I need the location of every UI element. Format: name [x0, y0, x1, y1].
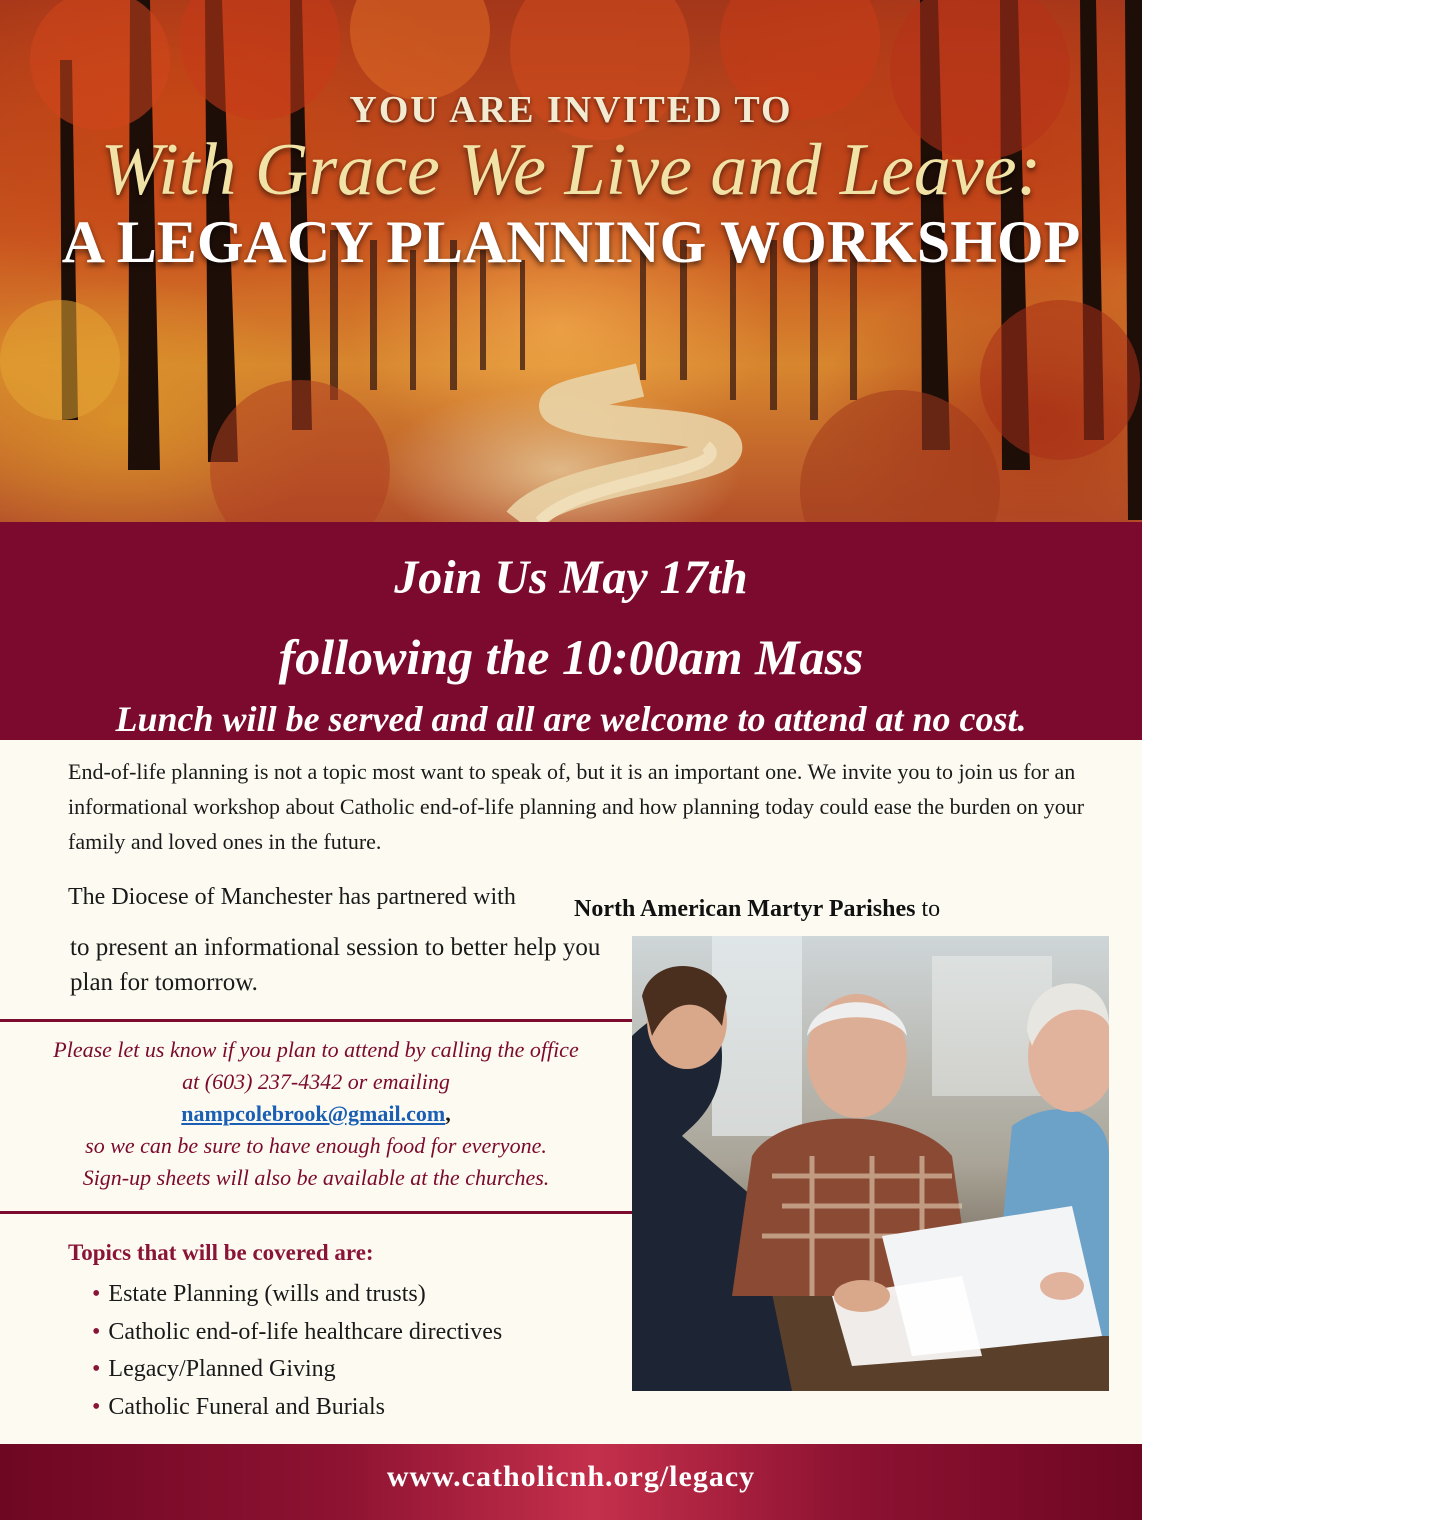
- rsvp-email-link[interactable]: nampcolebrook@gmail.com: [181, 1101, 446, 1126]
- topic-label: Legacy/Planned Giving: [108, 1356, 336, 1382]
- partner-text-end: to present an informational session to better help you plan for tomorrow.: [70, 934, 601, 996]
- topic-item: [92, 1389, 502, 1427]
- parishes-name: North American Martyr Parishes: [574, 896, 916, 922]
- topic-item: [92, 1314, 502, 1352]
- website-link[interactable]: www.catholicnh.org/legacy: [386, 1460, 756, 1493]
- invited-heading: YOU ARE INVITED TO: [349, 89, 793, 131]
- bullet-icon: •: [92, 1281, 101, 1307]
- topics-heading: Topics that will be covered are:: [68, 1240, 374, 1265]
- rsvp-bottom-divider: [0, 1211, 632, 1214]
- rsvp-top-divider: [0, 1019, 632, 1022]
- rsvp-email-line: [0, 1098, 632, 1130]
- workshop-main-title: A LEGACY PLANNING WORKSHOP: [61, 209, 1081, 275]
- event-time: following the 10:00am Mass: [278, 629, 864, 685]
- bullet-icon: •: [92, 1393, 101, 1420]
- hero-forest-image: [0, 0, 1142, 522]
- rsvp-email-comma: ,: [445, 1101, 451, 1126]
- event-details-band: [0, 522, 1142, 740]
- rsvp-line-2: at (603) 237-4342 or emailing: [182, 1069, 450, 1094]
- topic-item: [92, 1276, 502, 1314]
- topic-label: Catholic end-of-life healthcare directives: [108, 1318, 503, 1345]
- rsvp-line-4: so we can be sure to have enough food for everyone.: [85, 1133, 547, 1158]
- partner-parishes: [574, 896, 940, 923]
- partner-to: to: [915, 896, 941, 922]
- people-reviewing-documents-image: [632, 936, 1109, 1391]
- intro-paragraph: End-of-life planning is not a topic most want to speak of, but it is an important one. We invite you to join us for an informational workshop about Catholic end-of-life planning and how planning today could ease the burden on your family and loved ones in the future.: [68, 759, 1085, 854]
- event-date: Join Us May 17th: [394, 551, 748, 604]
- footer-bar: [0, 1444, 1142, 1520]
- bullet-icon: •: [92, 1318, 101, 1345]
- rsvp-line-5: Sign-up sheets will also be available at the churches.: [82, 1165, 550, 1190]
- consultation-photo: [632, 936, 1109, 1391]
- rsvp-line-1: Please let us know if you plan to attend by calling the office: [53, 1037, 579, 1062]
- topic-item: [92, 1351, 502, 1389]
- lunch-note: Lunch will be served and all are welcome to attend at no cost.: [115, 699, 1027, 739]
- rsvp-block: [0, 1034, 632, 1194]
- workshop-script-title: With Grace We Live and Leave:: [100, 129, 1042, 211]
- topic-label: Estate Planning (wills and trusts): [108, 1281, 426, 1307]
- bullet-icon: •: [92, 1356, 101, 1382]
- topics-list: [92, 1276, 502, 1426]
- partner-text-start: The Diocese of Manchester has partnered with: [68, 884, 516, 910]
- topic-label: Catholic Funeral and Burials: [108, 1393, 386, 1420]
